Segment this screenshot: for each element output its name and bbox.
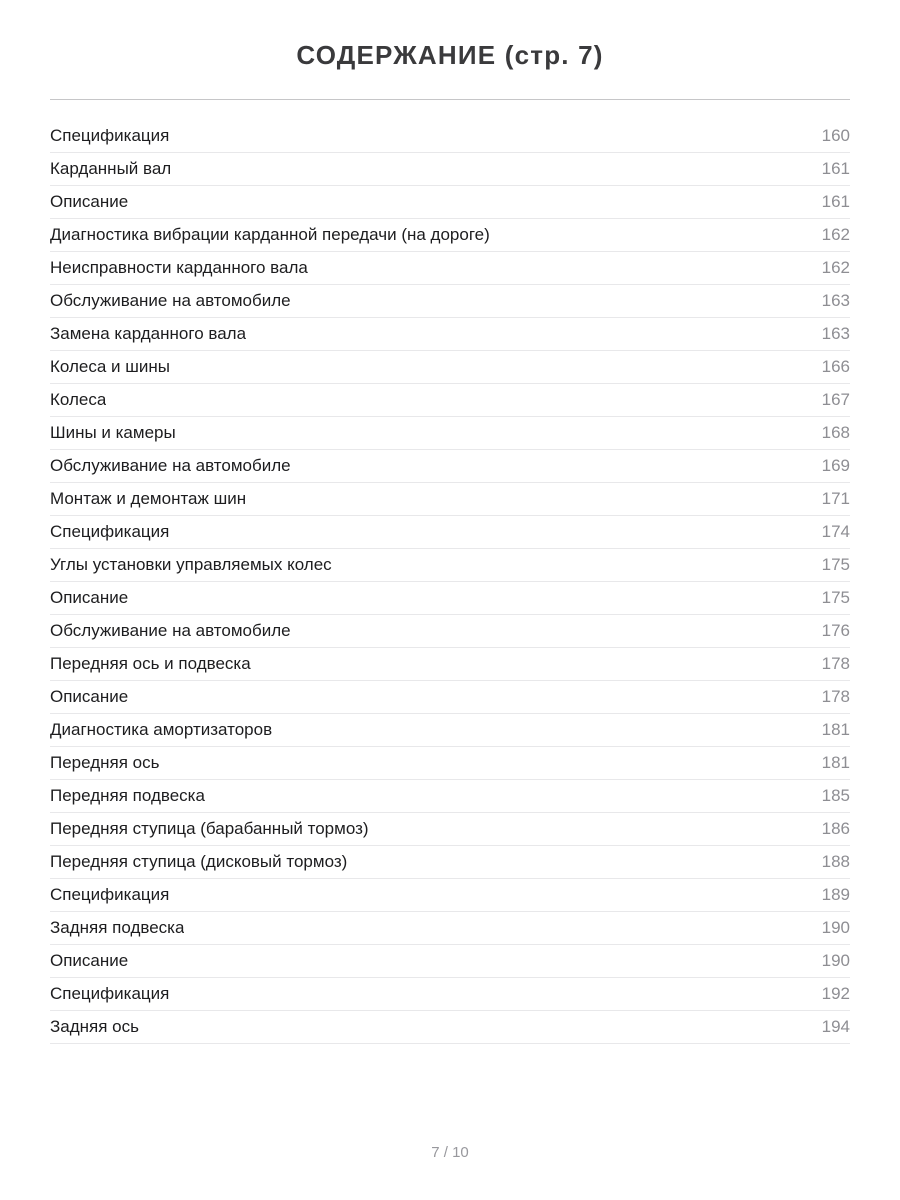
toc-list (50, 120, 850, 1044)
toc-entry-page-number: 178 (821, 687, 850, 706)
toc-entry-page-number: 175 (821, 588, 850, 607)
toc-entry[interactable] (50, 879, 850, 912)
toc-entry-page-number: 190 (821, 951, 850, 970)
toc-entry-page-number: 161 (821, 159, 850, 178)
toc-entry[interactable] (50, 252, 850, 285)
toc-entry-page-number: 163 (821, 291, 850, 310)
toc-entry[interactable] (50, 780, 850, 813)
toc-entry-label: Спецификация (50, 885, 170, 904)
toc-entry-label: Колеса (50, 390, 107, 409)
toc-entry-page-number: 169 (821, 456, 850, 475)
toc-entry[interactable] (50, 516, 850, 549)
toc-entry[interactable] (50, 747, 850, 780)
toc-entry-page-number: 162 (821, 258, 850, 277)
toc-entry-label: Диагностика амортизаторов (50, 720, 273, 739)
toc-entry-page-number: 192 (821, 984, 850, 1003)
toc-entry[interactable] (50, 285, 850, 318)
toc-entry-label: Обслуживание на автомобиле (50, 291, 291, 310)
toc-entry-page-number: 176 (821, 621, 850, 640)
toc-entry-label: Замена карданного вала (50, 324, 247, 343)
toc-entry[interactable] (50, 351, 850, 384)
toc-entry[interactable] (50, 219, 850, 252)
toc-entry-label: Описание (50, 687, 129, 706)
toc-entry-label: Передняя ось и подвеска (50, 654, 251, 673)
toc-entry[interactable] (50, 648, 850, 681)
toc-entry-page-number: 171 (821, 489, 850, 508)
toc-entry-page-number: 166 (821, 357, 850, 376)
toc-entry[interactable] (50, 681, 850, 714)
toc-entry-page-number: 185 (821, 786, 850, 805)
toc-entry-label: Монтаж и демонтаж шин (50, 489, 247, 508)
toc-entry-label: Колеса и шины (50, 357, 170, 376)
toc-entry-page-number: 161 (821, 192, 850, 211)
toc-entry-page-number: 181 (821, 720, 850, 739)
page-title: СОДЕРЖАНИЕ (стр. 7) (296, 40, 604, 70)
page-indicator: 7 / 10 (431, 1144, 469, 1161)
toc-entry-page-number: 168 (821, 423, 850, 442)
toc-entry-page-number: 189 (821, 885, 850, 904)
toc-entry-page-number: 188 (821, 852, 850, 871)
toc-entry[interactable] (50, 186, 850, 219)
toc-entry-label: Карданный вал (50, 159, 172, 178)
toc-entry[interactable] (50, 417, 850, 450)
toc-entry-label: Передняя ступица (дисковый тормоз) (50, 852, 348, 871)
toc-entry[interactable] (50, 846, 850, 879)
toc-entry-page-number: 181 (821, 753, 850, 772)
toc-entry-label: Неисправности карданного вала (50, 258, 308, 277)
toc-entry-label: Диагностика вибрации карданной передачи (на дороге) (50, 225, 490, 244)
toc-entry-page-number: 175 (821, 555, 850, 574)
toc-entry[interactable] (50, 912, 850, 945)
toc-entry-label: Передняя подвеска (50, 786, 205, 805)
toc-entry-page-number: 167 (821, 390, 850, 409)
toc-entry-label: Спецификация (50, 522, 170, 541)
toc-entry[interactable] (50, 1011, 850, 1044)
toc-entry-label: Обслуживание на автомобиле (50, 621, 291, 640)
toc-entry-label: Обслуживание на автомобиле (50, 456, 291, 475)
toc-entry-label: Задняя подвеска (50, 918, 185, 937)
toc-entry-label: Задняя ось (50, 1017, 139, 1036)
toc-entry-page-number: 163 (821, 324, 850, 343)
toc-entry-label: Описание (50, 588, 129, 607)
toc-entry[interactable] (50, 120, 850, 153)
page-content (50, 0, 850, 1044)
toc-entry[interactable] (50, 384, 850, 417)
toc-entry-label: Передняя ось (50, 753, 160, 772)
toc-entry-page-number: 160 (821, 126, 850, 145)
toc-entry[interactable] (50, 813, 850, 846)
toc-entry[interactable] (50, 945, 850, 978)
toc-entry-label: Спецификация (50, 984, 170, 1003)
toc-entry-page-number: 174 (821, 522, 850, 541)
toc-entry-page-number: 162 (821, 225, 850, 244)
toc-entry-page-number: 194 (821, 1017, 850, 1036)
toc-entry[interactable] (50, 549, 850, 582)
toc-entry-label: Описание (50, 951, 129, 970)
toc-entry-label: Углы установки управляемых колес (50, 555, 332, 574)
toc-entry[interactable] (50, 318, 850, 351)
toc-entry[interactable] (50, 714, 850, 747)
toc-entry[interactable] (50, 615, 850, 648)
toc-entry-label: Описание (50, 192, 129, 211)
toc-entry-label: Спецификация (50, 126, 170, 145)
toc-entry[interactable] (50, 978, 850, 1011)
toc-entry-label: Шины и камеры (50, 423, 176, 442)
toc-entry[interactable] (50, 153, 850, 186)
toc-entry-label: Передняя ступица (барабанный тормоз) (50, 819, 369, 838)
toc-entry[interactable] (50, 450, 850, 483)
toc-entry-page-number: 178 (821, 654, 850, 673)
toc-entry-page-number: 186 (821, 819, 850, 838)
toc-entry-page-number: 190 (821, 918, 850, 937)
toc-entry[interactable] (50, 483, 850, 516)
toc-entry[interactable] (50, 582, 850, 615)
title-divider (50, 99, 850, 100)
